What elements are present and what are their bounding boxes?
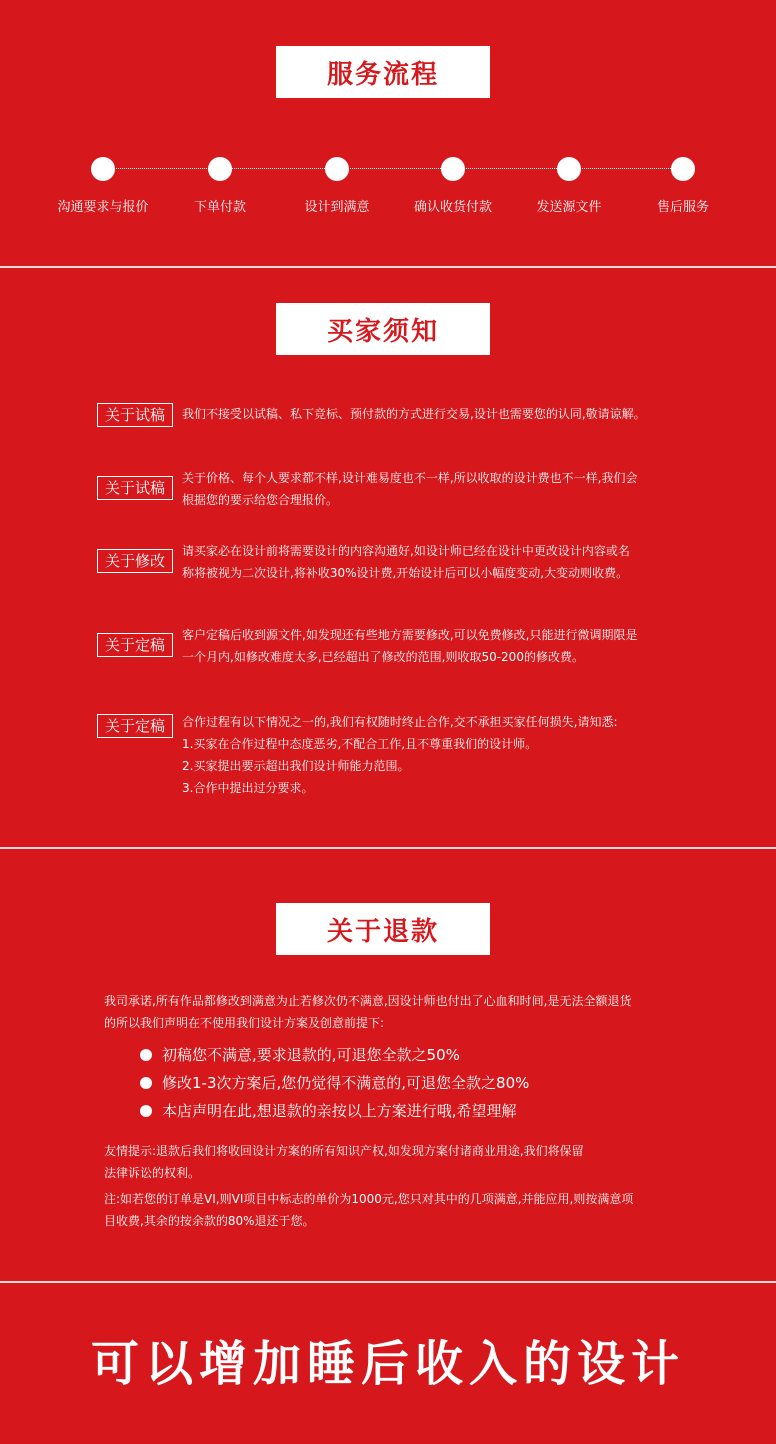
step-label: 沟通要求与报价 bbox=[57, 200, 149, 215]
step-dot bbox=[91, 157, 115, 181]
step-dot bbox=[325, 157, 349, 181]
notice-text: 请买家必在设计前将需要设计的内容沟通好,如设计师已经在设计中更改设计内容或名 称将被视为二次设计,将补收30%设计费,开始设计后可以小幅度变动,大变动则收费。 bbox=[182, 544, 630, 580]
refund-tip: 友情提示:退款后我们将收回设计方案的所有知识产权,如发现方案付诸商业用途,我们将保留 法律诉讼的权利。 bbox=[104, 1144, 584, 1180]
refund-bullet: 本店声明在此,想退款的亲按以上方案进行哦,希望理解 bbox=[140, 1100, 517, 1121]
notice-text: 关于价格、每个人要求都不样,设计难易度也不一样,所以收取的设计费也不一样,我们会 根据您的要示给您合理报价。 bbox=[182, 471, 638, 507]
process-title: 服务流程 bbox=[276, 46, 490, 98]
step-label: 发送源文件 bbox=[536, 200, 602, 215]
step-label: 设计到满意 bbox=[304, 200, 370, 215]
refund-bullet: 修改1-3次方案后,您仍觉得不满意的,可退您全款之80% bbox=[140, 1072, 529, 1093]
step-dot bbox=[557, 157, 581, 181]
section-divider bbox=[0, 847, 776, 849]
step-label: 确认收货付款 bbox=[413, 200, 492, 215]
bullet-icon bbox=[140, 1077, 152, 1089]
refund-bullet: 初稿您不满意,要求退款的,可退您全款之50% bbox=[140, 1044, 460, 1065]
section-divider bbox=[0, 1281, 776, 1283]
process-line bbox=[103, 168, 683, 169]
notice-text: 合作过程有以下情况之一的,我们有权随时终止合作,交不承担买家任何损失,请知悉: 1.买家在合作过程中态度恶劣,不配合工作,且不尊重我们的设计师。 2.买家提出要示超出我们设计师能力范围。 3.合作中提出过分要求。 bbox=[182, 715, 618, 795]
notice-title: 买家须知 bbox=[276, 303, 490, 355]
step-label: 下单付款 bbox=[193, 200, 246, 215]
section-divider bbox=[0, 266, 776, 268]
step-dot bbox=[671, 157, 695, 181]
notice-tag: 关于修改 bbox=[97, 549, 173, 573]
notice-text: 我们不接受以试稿、私下竞标、预付款的方式进行交易,设计也需要您的认同,敬请谅解。 bbox=[182, 407, 646, 421]
step-dot bbox=[208, 157, 232, 181]
refund-note: 注:如若您的订单是VI,则VI项目中标志的单价为1000元,您只对其中的几项满意,并能应用,则按满意项 目收费,其余的按余款的80%退还于您。 bbox=[104, 1192, 634, 1228]
step-dot bbox=[441, 157, 465, 181]
bullet-icon bbox=[140, 1105, 152, 1117]
refund-intro: 我司承诺,所有作品都修改到满意为止若修次仍不满意,因设计师也付出了心血和时间,是无法全额退货 的所以我们声明在不使用我们设计方案及创意前提下: bbox=[104, 994, 632, 1030]
step-label: 售后服务 bbox=[656, 200, 709, 215]
slogan: 可以增加睡后收入的设计 bbox=[90, 1336, 685, 1392]
notice-tag: 关于试稿 bbox=[97, 476, 173, 500]
notice-tag: 关于定稿 bbox=[97, 633, 173, 657]
notice-tag: 关于试稿 bbox=[97, 403, 173, 427]
refund-title: 关于退款 bbox=[276, 903, 490, 955]
notice-tag: 关于定稿 bbox=[97, 714, 173, 738]
notice-text: 客户定稿后收到源文件,如发现还有些地方需要修改,可以免费修改,只能进行微调期限是 一个月内,如修改难度太多,已经超出了修改的范围,则收取50-200的修改费。 bbox=[182, 628, 638, 664]
bullet-icon bbox=[140, 1049, 152, 1061]
